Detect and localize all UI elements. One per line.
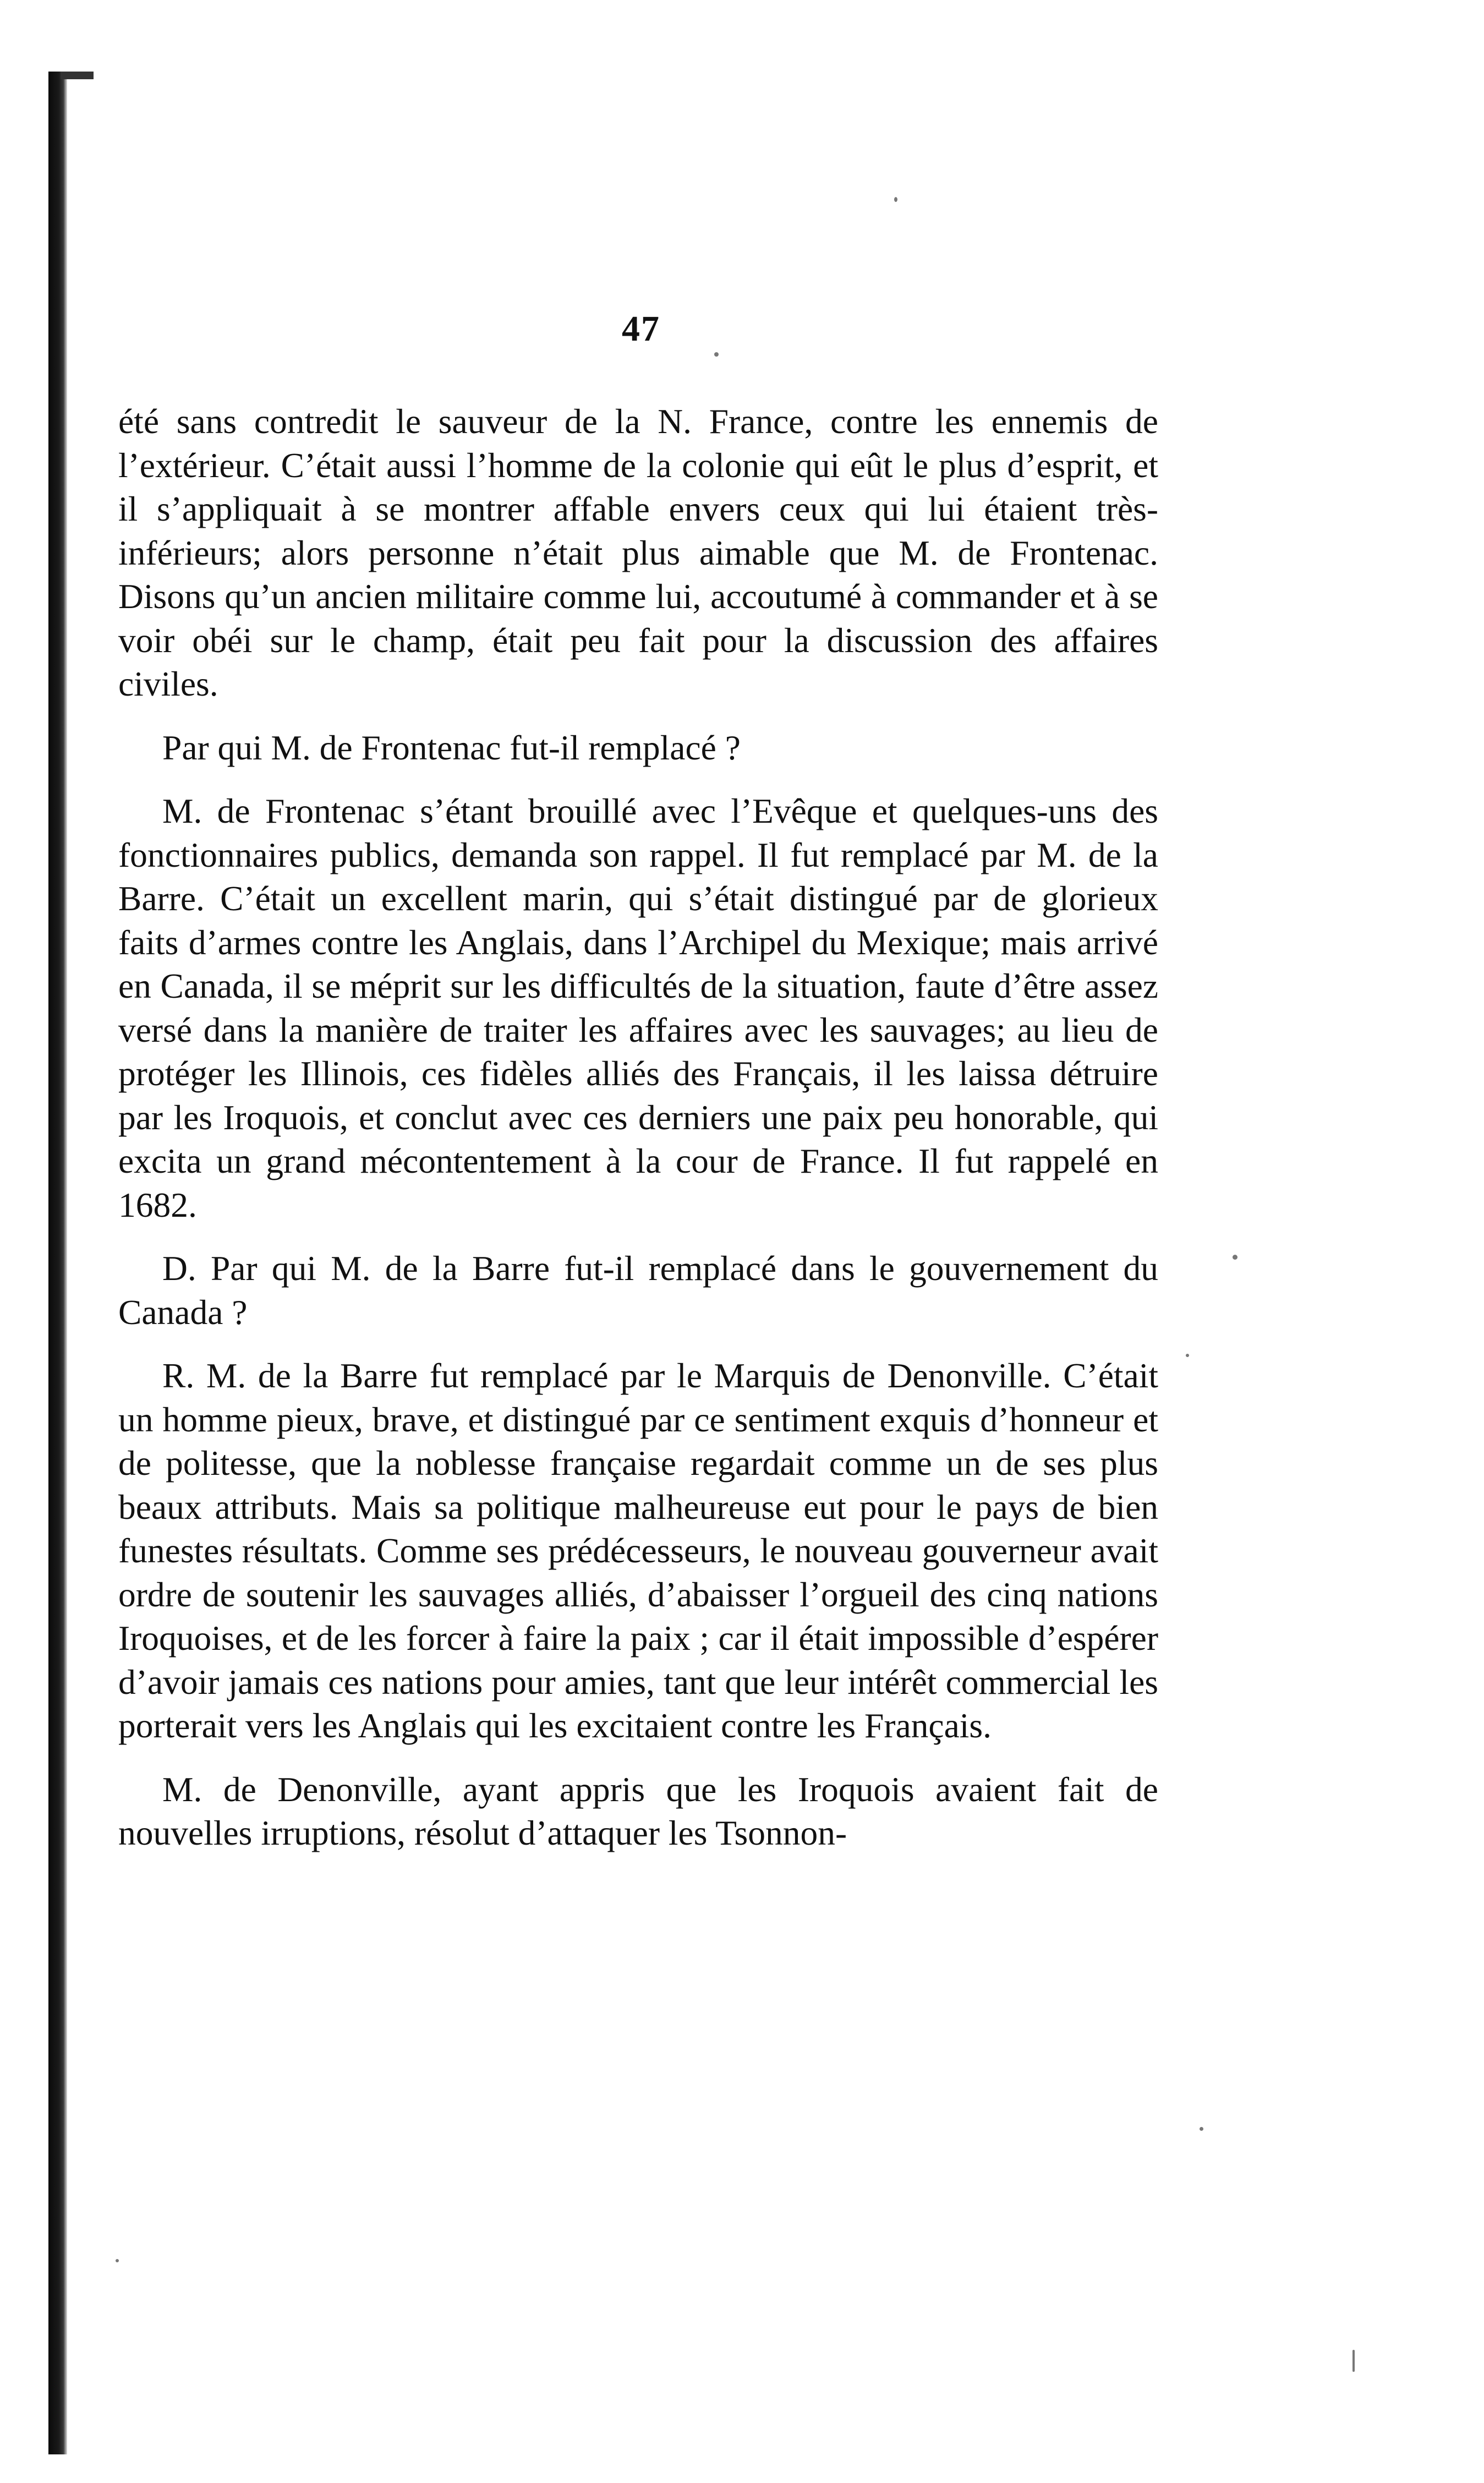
scan-speck: [894, 197, 897, 202]
paragraph-denonville-attack: M. de Denonville, ayant appris que les Iroquois avaient fait de nouvelles irruptions, résolut d’attaquer les Tsonnon-: [118, 1769, 1158, 1852]
question-frontenac-replacement: Par qui M. de Frontenac fut-il remplacé ?: [162, 728, 741, 767]
scan-speck: [1352, 2350, 1355, 2372]
scan-speck: [116, 2259, 119, 2262]
body-text: [118, 400, 1158, 1875]
scan-speck: [1200, 2127, 1203, 2131]
scan-speck: [1233, 1255, 1237, 1260]
answer-la-barre-replacement: R. M. de la Barre fut remplacé par le Marquis de Denonville. C’était un homme pieux, brave, et distingué par ce sentiment exquis d’honneur et de politesse, que la noblesse française regardait comme un de ses plus beaux attributs. Mais sa politique malheureuse eut pour le pays de bien funestes résultats. Comme ses prédécesseurs, le nouveau gouverneur avait ordre de soutenir les sauvages alliés, d’abaisser l’orgueil des cinq nations Iroquoises, et de les forcer à faire la paix ; car il était impossible d’espérer d’avoir jamais ces nations pour amies, tant que leur intérêt commercial les porterait vers les Anglais qui les excitaient contre les Français.: [118, 1356, 1158, 1745]
binding-edge: [48, 72, 67, 2454]
scan-speck: [1186, 1354, 1189, 1357]
question-la-barre-replacement: D. Par qui M. de la Barre fut-il remplacé dans le gouvernement du Canada ?: [118, 1249, 1158, 1332]
scan-speck: [714, 352, 719, 357]
paragraph-frontenac-summary: été sans contredit le sauveur de la N. France, contre les ennemis de l’extérieur. C’était aussi l’homme de la colonie qui eût le plus d’esprit, et il s’appliquait à se montrer affable envers ceux qui lui étaient très-inférieurs; alors personne n’était plus aimable que M. de Frontenac. Disons qu’un ancien militaire comme lui, accoutumé à commander et à se voir obéi sur le champ, était peu fait pour la discussion des affaires civiles.: [118, 402, 1158, 703]
page-number: 47: [622, 309, 660, 349]
answer-frontenac-replacement: M. de Frontenac s’étant brouillé avec l’Evêque et quelques-uns des fonctionnaires publics, demanda son rappel. Il fut remplacé par M. de la Barre. C’était un excellent marin, qui s’était distingué par de glorieux faits d’armes contre les Anglais, dans l’Archipel du Mexique; mais arrivé en Canada, il se méprit sur les difficultés de la situation, faute d’être assez versé dans la manière de traiter les affaires avec les sauvages; au lieu de protéger les Illinois, ces fidèles alliés des Français, il les laissa détruire par les Iroquois, et conclut avec ces derniers une paix peu honorable, qui excita un grand mécontentement à la cour de France. Il fut rappelé en 1682.: [118, 791, 1158, 1224]
